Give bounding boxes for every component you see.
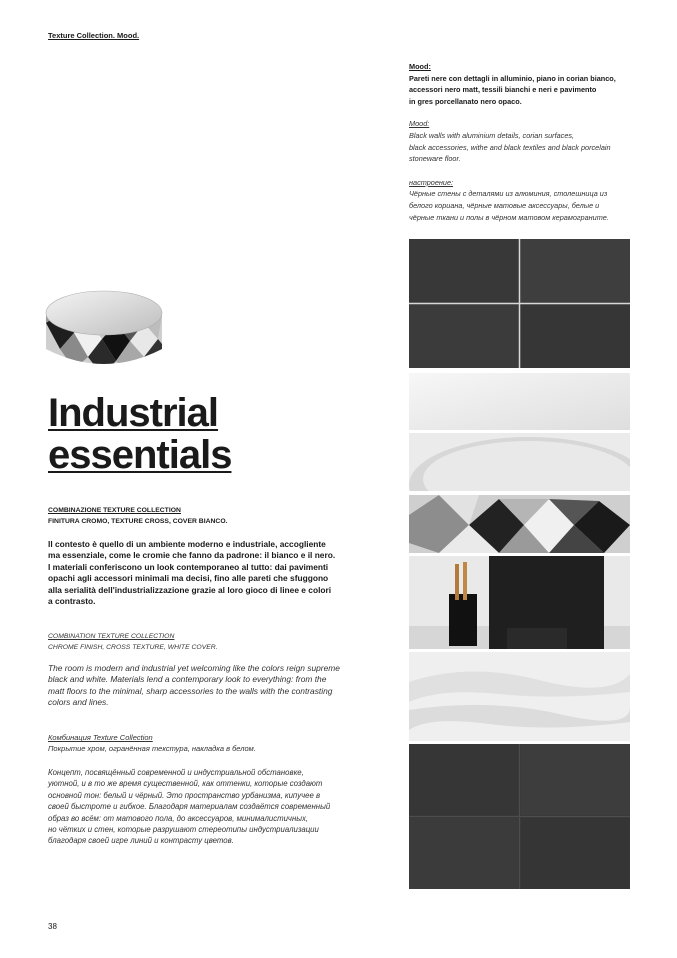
russian-body: Концепт, посвящённый современной и индустриальной обстановке, уютной, и в то же время существенной, как оттенки, которые создают основной тон: белый и чёрный. Это пространство урбанизма, кипучее в своей быстроте и гибкое. Благодаря материалам создаётся современный образ во всём: от матового пола, до аксессуаров, минималистичных, но чётких и стен, которые разрушают стереотипы индустриализации благодаря своей игре линий и контрасту цветов. [48, 768, 331, 846]
white-cover-detail-image [409, 433, 630, 491]
mood-label-it: Mood: [409, 62, 431, 71]
english-subtitle-line2: CHROME FINISH, CROSS TEXTURE, WHITE COVER. [48, 644, 218, 651]
russian-subtitle-line1: Комбинация Texture Collection [48, 733, 153, 742]
black-tile-wall-image [409, 239, 630, 368]
russian-subtitle [48, 732, 256, 754]
page-number: 38 [48, 922, 57, 931]
russian-subtitle-line2: Покрытие хром, огранённая текстура, накладка в белом. [48, 744, 256, 753]
mood-label-en: Mood: [409, 119, 430, 129]
italian-subtitle-line1: COMBINAZIONE TEXTURE COLLECTION [48, 507, 181, 514]
black-floor-tile-image [409, 744, 630, 889]
italian-subtitle [48, 505, 228, 527]
white-towel-image [409, 652, 630, 741]
english-subtitle [48, 631, 218, 653]
mood-text-it: Pareti nere con dettagli in alluminio, piano in corian bianco, accessori nero matt, tessili bianchi e neri e pavimento in gres porcellanato nero opaco. [409, 73, 616, 106]
mood-block [409, 61, 644, 223]
english-subtitle-line1: COMBINATION TEXTURE COLLECTION [48, 633, 175, 640]
product-image [40, 283, 168, 379]
mood-text-en: Black walls with aluminium details, corian surfaces, black accessories, withe and black textiles and black porcelain stoneware floor. [409, 130, 611, 164]
english-body: The room is modern and industrial yet welcoming like the colors reign supreme black and white. Materials lend a contemporary look to everything: from the matt floors to the minimal, sharp accessories to the walls with the contrasting colors and lines. [48, 663, 340, 708]
page-title [48, 392, 231, 476]
cross-texture-detail-image [409, 495, 630, 553]
italian-body: Il contesto è quello di un ambiente moderno e industriale, accogliente ma essenziale, come le cromie che fanno da padrone: il bianco e il nero. I materiali conferiscono un look contemporaneo al tutto: dai pavimenti opachi agli accessori minimali ma decisi, fino alle pareti che sfuggono alla serialità dell'industrializzazione grazie al loro gioco di linee e colori a contrasto. [48, 539, 336, 607]
title-line-2: essentials [48, 433, 232, 477]
title-line-1: Industrial [48, 391, 219, 435]
bathroom-accessories-image [409, 556, 630, 649]
white-surface-image [409, 373, 630, 430]
page-header: Texture Collection. Mood. [48, 31, 140, 40]
italian-subtitle-line2: FINITURA CROMO, TEXTURE CROSS, COVER BIANCO. [48, 518, 228, 525]
mood-text-ru: Чёрные стены с деталями из алюминия, столешница из белого кориана, чёрные матовые аксессуары, белые и чёрные ткани и полы в чёрном матовом керамограните. [409, 189, 609, 222]
mood-label-ru: настроение: [409, 177, 454, 187]
